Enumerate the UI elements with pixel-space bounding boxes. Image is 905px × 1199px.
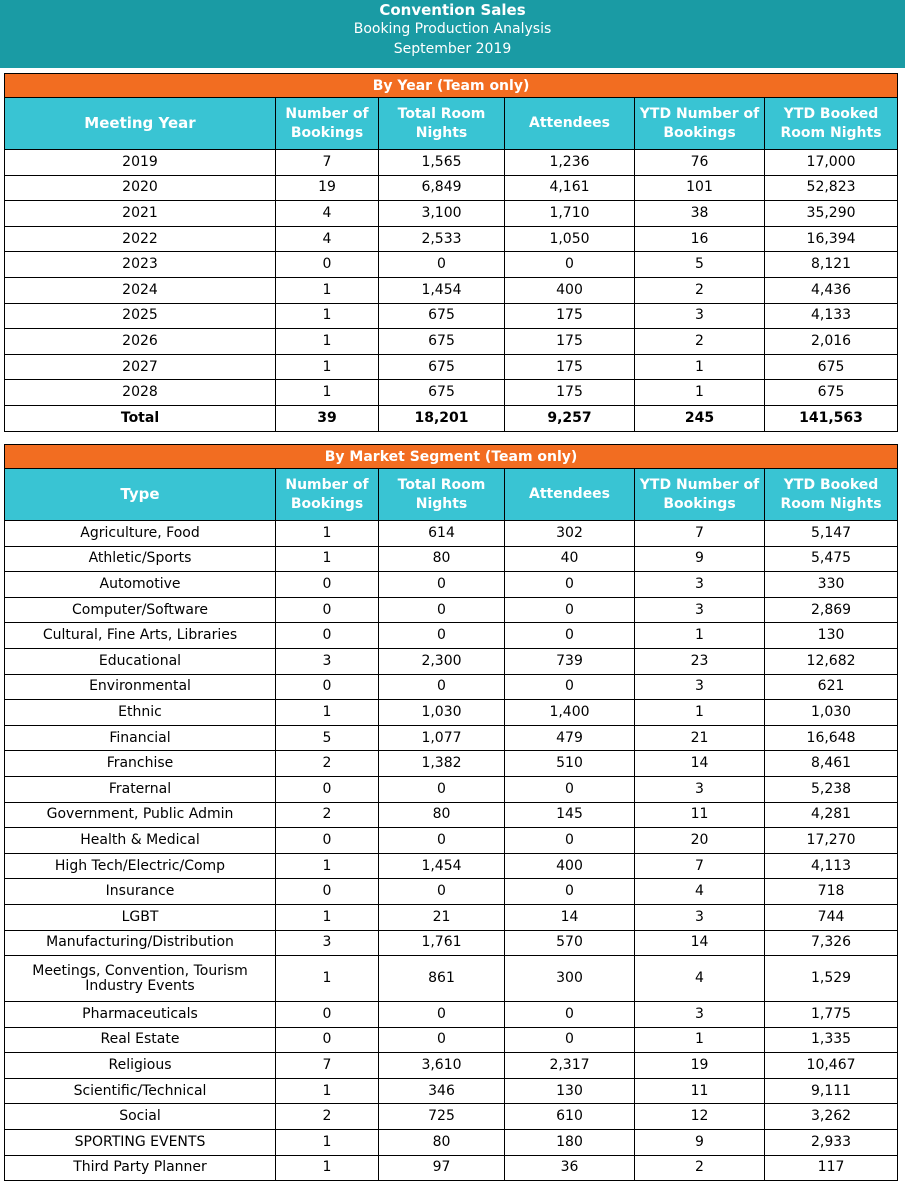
table-cell: 621: [765, 674, 898, 700]
table-cell: 7: [635, 853, 765, 879]
table-row: [5, 1053, 898, 1079]
table-cell: 0: [505, 776, 635, 802]
table-cell: 101: [635, 175, 765, 201]
table-cell: 2,300: [379, 648, 505, 674]
table-cell: 3: [635, 572, 765, 598]
table-cell: 400: [505, 853, 635, 879]
table-cell: 8,461: [765, 751, 898, 777]
table-cell: 1,236: [505, 150, 635, 176]
table-cell: 2026: [5, 329, 276, 355]
table-cell: 97: [379, 1155, 505, 1181]
table-cell: 5,238: [765, 776, 898, 802]
table-cell: 6,849: [379, 175, 505, 201]
table-cell: Government, Public Admin: [5, 802, 276, 828]
table-row: [5, 1002, 898, 1028]
table-cell: 130: [765, 623, 898, 649]
table-row: [5, 828, 898, 854]
table-cell: 0: [379, 623, 505, 649]
table-cell: Religious: [5, 1053, 276, 1079]
table-cell: 675: [379, 380, 505, 406]
table-cell: 718: [765, 879, 898, 905]
table-cell: 80: [379, 1130, 505, 1156]
table-cell: 2023: [5, 252, 276, 278]
total-cell: 9,257: [505, 405, 635, 431]
table-cell: 36: [505, 1155, 635, 1181]
table-cell: 610: [505, 1104, 635, 1130]
table-cell: 0: [379, 572, 505, 598]
table-row: [5, 277, 898, 303]
report-banner: [0, 0, 905, 68]
table-cell: 1,382: [379, 751, 505, 777]
table-row: [5, 175, 898, 201]
table-cell: 1,565: [379, 150, 505, 176]
table-cell: LGBT: [5, 904, 276, 930]
table-cell: 4,436: [765, 277, 898, 303]
table-cell: 76: [635, 150, 765, 176]
table-cell: 1: [276, 904, 379, 930]
table-cell: 17,000: [765, 150, 898, 176]
table-cell: Agriculture, Food: [5, 521, 276, 547]
table-row: [5, 751, 898, 777]
table-cell: 7: [276, 150, 379, 176]
total-cell: 245: [635, 405, 765, 431]
table-cell: SPORTING EVENTS: [5, 1130, 276, 1156]
table-cell: 0: [379, 828, 505, 854]
table-cell: 3,262: [765, 1104, 898, 1130]
table-cell: 3: [276, 648, 379, 674]
table-cell: 0: [276, 252, 379, 278]
column-header: Total Room Nights: [379, 469, 505, 521]
table-cell: 0: [276, 674, 379, 700]
table-cell: 2,533: [379, 226, 505, 252]
table-cell: 3,610: [379, 1053, 505, 1079]
table-cell: 38: [635, 201, 765, 227]
column-header: Number of Bookings: [276, 469, 379, 521]
table-cell: Financial: [5, 725, 276, 751]
table-cell: 1: [276, 277, 379, 303]
table-cell: 0: [379, 879, 505, 905]
table-cell: 1: [635, 354, 765, 380]
table-cell: 744: [765, 904, 898, 930]
table-cell: 9,111: [765, 1078, 898, 1104]
report-subtitle: Booking Production Analysis: [353, 21, 552, 37]
report-title: Convention Sales: [379, 1, 526, 19]
table-cell: Meetings, Convention, Tourism Industry Events: [5, 956, 276, 1002]
table-cell: 1,454: [379, 853, 505, 879]
table-cell: 19: [635, 1053, 765, 1079]
table-cell: 1,030: [765, 700, 898, 726]
table-cell: 5: [276, 725, 379, 751]
table-cell: 0: [379, 252, 505, 278]
table-cell: Manufacturing/Distribution: [5, 930, 276, 956]
by-segment-section-title: By Market Segment (Team only): [5, 445, 898, 469]
column-header: Total Room Nights: [379, 98, 505, 150]
table-cell: 3,100: [379, 201, 505, 227]
table-cell: 739: [505, 648, 635, 674]
table-cell: 180: [505, 1130, 635, 1156]
table-cell: 3: [635, 674, 765, 700]
table-cell: 4: [635, 956, 765, 1002]
total-row: [5, 405, 898, 431]
table-row: [5, 354, 898, 380]
table-cell: 2: [276, 751, 379, 777]
table-cell: 14: [505, 904, 635, 930]
table-cell: 2: [635, 329, 765, 355]
table-row: [5, 648, 898, 674]
table-cell: 175: [505, 303, 635, 329]
table-cell: Athletic/Sports: [5, 546, 276, 572]
table-cell: 302: [505, 521, 635, 547]
table-cell: Educational: [5, 648, 276, 674]
table-row: [5, 904, 898, 930]
table-cell: 2024: [5, 277, 276, 303]
table-cell: 4,133: [765, 303, 898, 329]
table-cell: Computer/Software: [5, 597, 276, 623]
column-header: YTD Booked Room Nights: [765, 98, 898, 150]
column-header: Type: [5, 469, 276, 521]
table-cell: 0: [276, 597, 379, 623]
table-cell: 300: [505, 956, 635, 1002]
table-cell: Automotive: [5, 572, 276, 598]
table-cell: 1,775: [765, 1002, 898, 1028]
table-row: [5, 226, 898, 252]
table-row: [5, 853, 898, 879]
table-cell: 1,077: [379, 725, 505, 751]
table-cell: 2028: [5, 380, 276, 406]
table-cell: 1,761: [379, 930, 505, 956]
table-row: [5, 597, 898, 623]
table-cell: 479: [505, 725, 635, 751]
table-cell: 0: [276, 572, 379, 598]
table-cell: Real Estate: [5, 1027, 276, 1053]
table-cell: 1,400: [505, 700, 635, 726]
table-cell: 2027: [5, 354, 276, 380]
table-cell: 2,016: [765, 329, 898, 355]
table-cell: 1: [635, 1027, 765, 1053]
table-cell: 2,933: [765, 1130, 898, 1156]
table-cell: 510: [505, 751, 635, 777]
table-cell: 9: [635, 1130, 765, 1156]
table-cell: 1,335: [765, 1027, 898, 1053]
table-row: [5, 674, 898, 700]
table-cell: 4,161: [505, 175, 635, 201]
column-header: YTD Booked Room Nights: [765, 469, 898, 521]
table-cell: 0: [505, 1002, 635, 1028]
table-cell: 17,270: [765, 828, 898, 854]
table-cell: Franchise: [5, 751, 276, 777]
table-cell: 11: [635, 802, 765, 828]
by-segment-table: [4, 444, 898, 1181]
report-period: September 2019: [393, 41, 512, 57]
table-cell: 570: [505, 930, 635, 956]
table-cell: 21: [379, 904, 505, 930]
by-year-section-title: By Year (Team only): [5, 74, 898, 98]
table-row: [5, 380, 898, 406]
table-cell: 1: [276, 1155, 379, 1181]
table-cell: 145: [505, 802, 635, 828]
table-cell: 12: [635, 1104, 765, 1130]
table-cell: 725: [379, 1104, 505, 1130]
table-cell: 5,147: [765, 521, 898, 547]
table-cell: 4,281: [765, 802, 898, 828]
table-cell: 5: [635, 252, 765, 278]
table-cell: 4: [635, 879, 765, 905]
table-cell: 4: [276, 201, 379, 227]
table-cell: 8,121: [765, 252, 898, 278]
table-cell: 330: [765, 572, 898, 598]
table-cell: 1,030: [379, 700, 505, 726]
table-cell: 861: [379, 956, 505, 1002]
total-cell: 18,201: [379, 405, 505, 431]
table-row: [5, 1155, 898, 1181]
table-cell: 1,050: [505, 226, 635, 252]
column-header: Meeting Year: [5, 98, 276, 150]
table-cell: 400: [505, 277, 635, 303]
table-cell: 0: [379, 674, 505, 700]
table-cell: 16,648: [765, 725, 898, 751]
table-cell: 7: [276, 1053, 379, 1079]
table-row: [5, 201, 898, 227]
table-cell: Pharmaceuticals: [5, 1002, 276, 1028]
table-cell: 175: [505, 329, 635, 355]
table-cell: 1: [276, 700, 379, 726]
table-cell: 0: [505, 879, 635, 905]
table-row: [5, 252, 898, 278]
table-cell: 2: [635, 1155, 765, 1181]
table-row: [5, 930, 898, 956]
table-cell: 675: [379, 354, 505, 380]
table-cell: 0: [379, 597, 505, 623]
table-cell: 1: [635, 623, 765, 649]
table-cell: 2022: [5, 226, 276, 252]
table-cell: 1: [276, 354, 379, 380]
table-cell: 40: [505, 546, 635, 572]
table-cell: 675: [379, 303, 505, 329]
table-cell: 0: [505, 623, 635, 649]
table-cell: Health & Medical: [5, 828, 276, 854]
column-header: Attendees: [505, 98, 635, 150]
table-cell: 1: [635, 380, 765, 406]
table-row: [5, 725, 898, 751]
table-cell: 1: [276, 956, 379, 1002]
table-cell: 1: [276, 1078, 379, 1104]
table-cell: Third Party Planner: [5, 1155, 276, 1181]
column-header: YTD Number of Bookings: [635, 469, 765, 521]
table-cell: 0: [379, 776, 505, 802]
table-cell: Fraternal: [5, 776, 276, 802]
table-cell: 675: [379, 329, 505, 355]
table-cell: 0: [379, 1002, 505, 1028]
table-cell: 0: [505, 1027, 635, 1053]
table-cell: 19: [276, 175, 379, 201]
total-cell: Total: [5, 405, 276, 431]
table-cell: 14: [635, 751, 765, 777]
table-cell: 80: [379, 802, 505, 828]
table-cell: Environmental: [5, 674, 276, 700]
table-row: [5, 1027, 898, 1053]
table-cell: 3: [635, 1002, 765, 1028]
table-cell: 10,467: [765, 1053, 898, 1079]
table-cell: 614: [379, 521, 505, 547]
table-row: [5, 776, 898, 802]
table-cell: 9: [635, 546, 765, 572]
table-cell: 1: [276, 380, 379, 406]
table-cell: 35,290: [765, 201, 898, 227]
table-cell: 0: [505, 828, 635, 854]
table-cell: 1: [276, 329, 379, 355]
table-cell: 16: [635, 226, 765, 252]
table-cell: 5,475: [765, 546, 898, 572]
table-cell: 1,710: [505, 201, 635, 227]
by-year-table: [4, 73, 898, 432]
table-cell: 0: [505, 597, 635, 623]
table-cell: Cultural, Fine Arts, Libraries: [5, 623, 276, 649]
table-cell: 2020: [5, 175, 276, 201]
table-cell: 20: [635, 828, 765, 854]
column-header: YTD Number of Bookings: [635, 98, 765, 150]
table-cell: 1: [276, 521, 379, 547]
table-cell: 0: [276, 1002, 379, 1028]
table-row: [5, 1104, 898, 1130]
table-cell: 0: [379, 1027, 505, 1053]
table-cell: 675: [765, 354, 898, 380]
table-row: [5, 572, 898, 598]
table-cell: Ethnic: [5, 700, 276, 726]
table-cell: 2,869: [765, 597, 898, 623]
table-row: [5, 1130, 898, 1156]
table-cell: 2: [276, 1104, 379, 1130]
table-cell: 21: [635, 725, 765, 751]
table-cell: 1: [635, 700, 765, 726]
table-row: [5, 546, 898, 572]
table-cell: 2021: [5, 201, 276, 227]
table-row: [5, 879, 898, 905]
table-cell: 2: [635, 277, 765, 303]
table-row: [5, 623, 898, 649]
table-cell: 0: [276, 828, 379, 854]
table-row: [5, 802, 898, 828]
table-row: [5, 521, 898, 547]
table-cell: Insurance: [5, 879, 276, 905]
table-row: [5, 700, 898, 726]
table-cell: 52,823: [765, 175, 898, 201]
table-cell: 675: [765, 380, 898, 406]
table-cell: 3: [635, 597, 765, 623]
table-cell: 1: [276, 303, 379, 329]
table-cell: 4,113: [765, 853, 898, 879]
table-cell: 2019: [5, 150, 276, 176]
table-cell: 0: [505, 674, 635, 700]
table-cell: 1: [276, 853, 379, 879]
table-cell: 11: [635, 1078, 765, 1104]
total-cell: 141,563: [765, 405, 898, 431]
table-cell: Social: [5, 1104, 276, 1130]
table-cell: 7,326: [765, 930, 898, 956]
table-cell: 346: [379, 1078, 505, 1104]
table-cell: 175: [505, 354, 635, 380]
table-row: [5, 1078, 898, 1104]
table-cell: 117: [765, 1155, 898, 1181]
table-cell: 0: [505, 572, 635, 598]
column-header: Attendees: [505, 469, 635, 521]
table-cell: 175: [505, 380, 635, 406]
table-cell: 14: [635, 930, 765, 956]
table-cell: 1,454: [379, 277, 505, 303]
table-cell: 3: [635, 303, 765, 329]
table-row: [5, 150, 898, 176]
table-cell: 16,394: [765, 226, 898, 252]
table-row: [5, 303, 898, 329]
table-cell: 3: [635, 776, 765, 802]
table-cell: 0: [276, 1027, 379, 1053]
table-cell: 0: [276, 879, 379, 905]
table-cell: 3: [276, 930, 379, 956]
table-cell: Scientific/Technical: [5, 1078, 276, 1104]
column-header: Number of Bookings: [276, 98, 379, 150]
table-cell: 4: [276, 226, 379, 252]
table-cell: 12,682: [765, 648, 898, 674]
table-row: [5, 956, 898, 1002]
table-cell: High Tech/Electric/Comp: [5, 853, 276, 879]
table-cell: 23: [635, 648, 765, 674]
table-cell: 80: [379, 546, 505, 572]
table-cell: 1,529: [765, 956, 898, 1002]
table-cell: 0: [276, 623, 379, 649]
table-cell: 1: [276, 546, 379, 572]
table-cell: 0: [276, 776, 379, 802]
table-cell: 7: [635, 521, 765, 547]
table-row: [5, 329, 898, 355]
table-cell: 130: [505, 1078, 635, 1104]
table-cell: 2025: [5, 303, 276, 329]
table-cell: 2,317: [505, 1053, 635, 1079]
table-cell: 2: [276, 802, 379, 828]
table-cell: 0: [505, 252, 635, 278]
table-cell: 1: [276, 1130, 379, 1156]
table-cell: 3: [635, 904, 765, 930]
total-cell: 39: [276, 405, 379, 431]
